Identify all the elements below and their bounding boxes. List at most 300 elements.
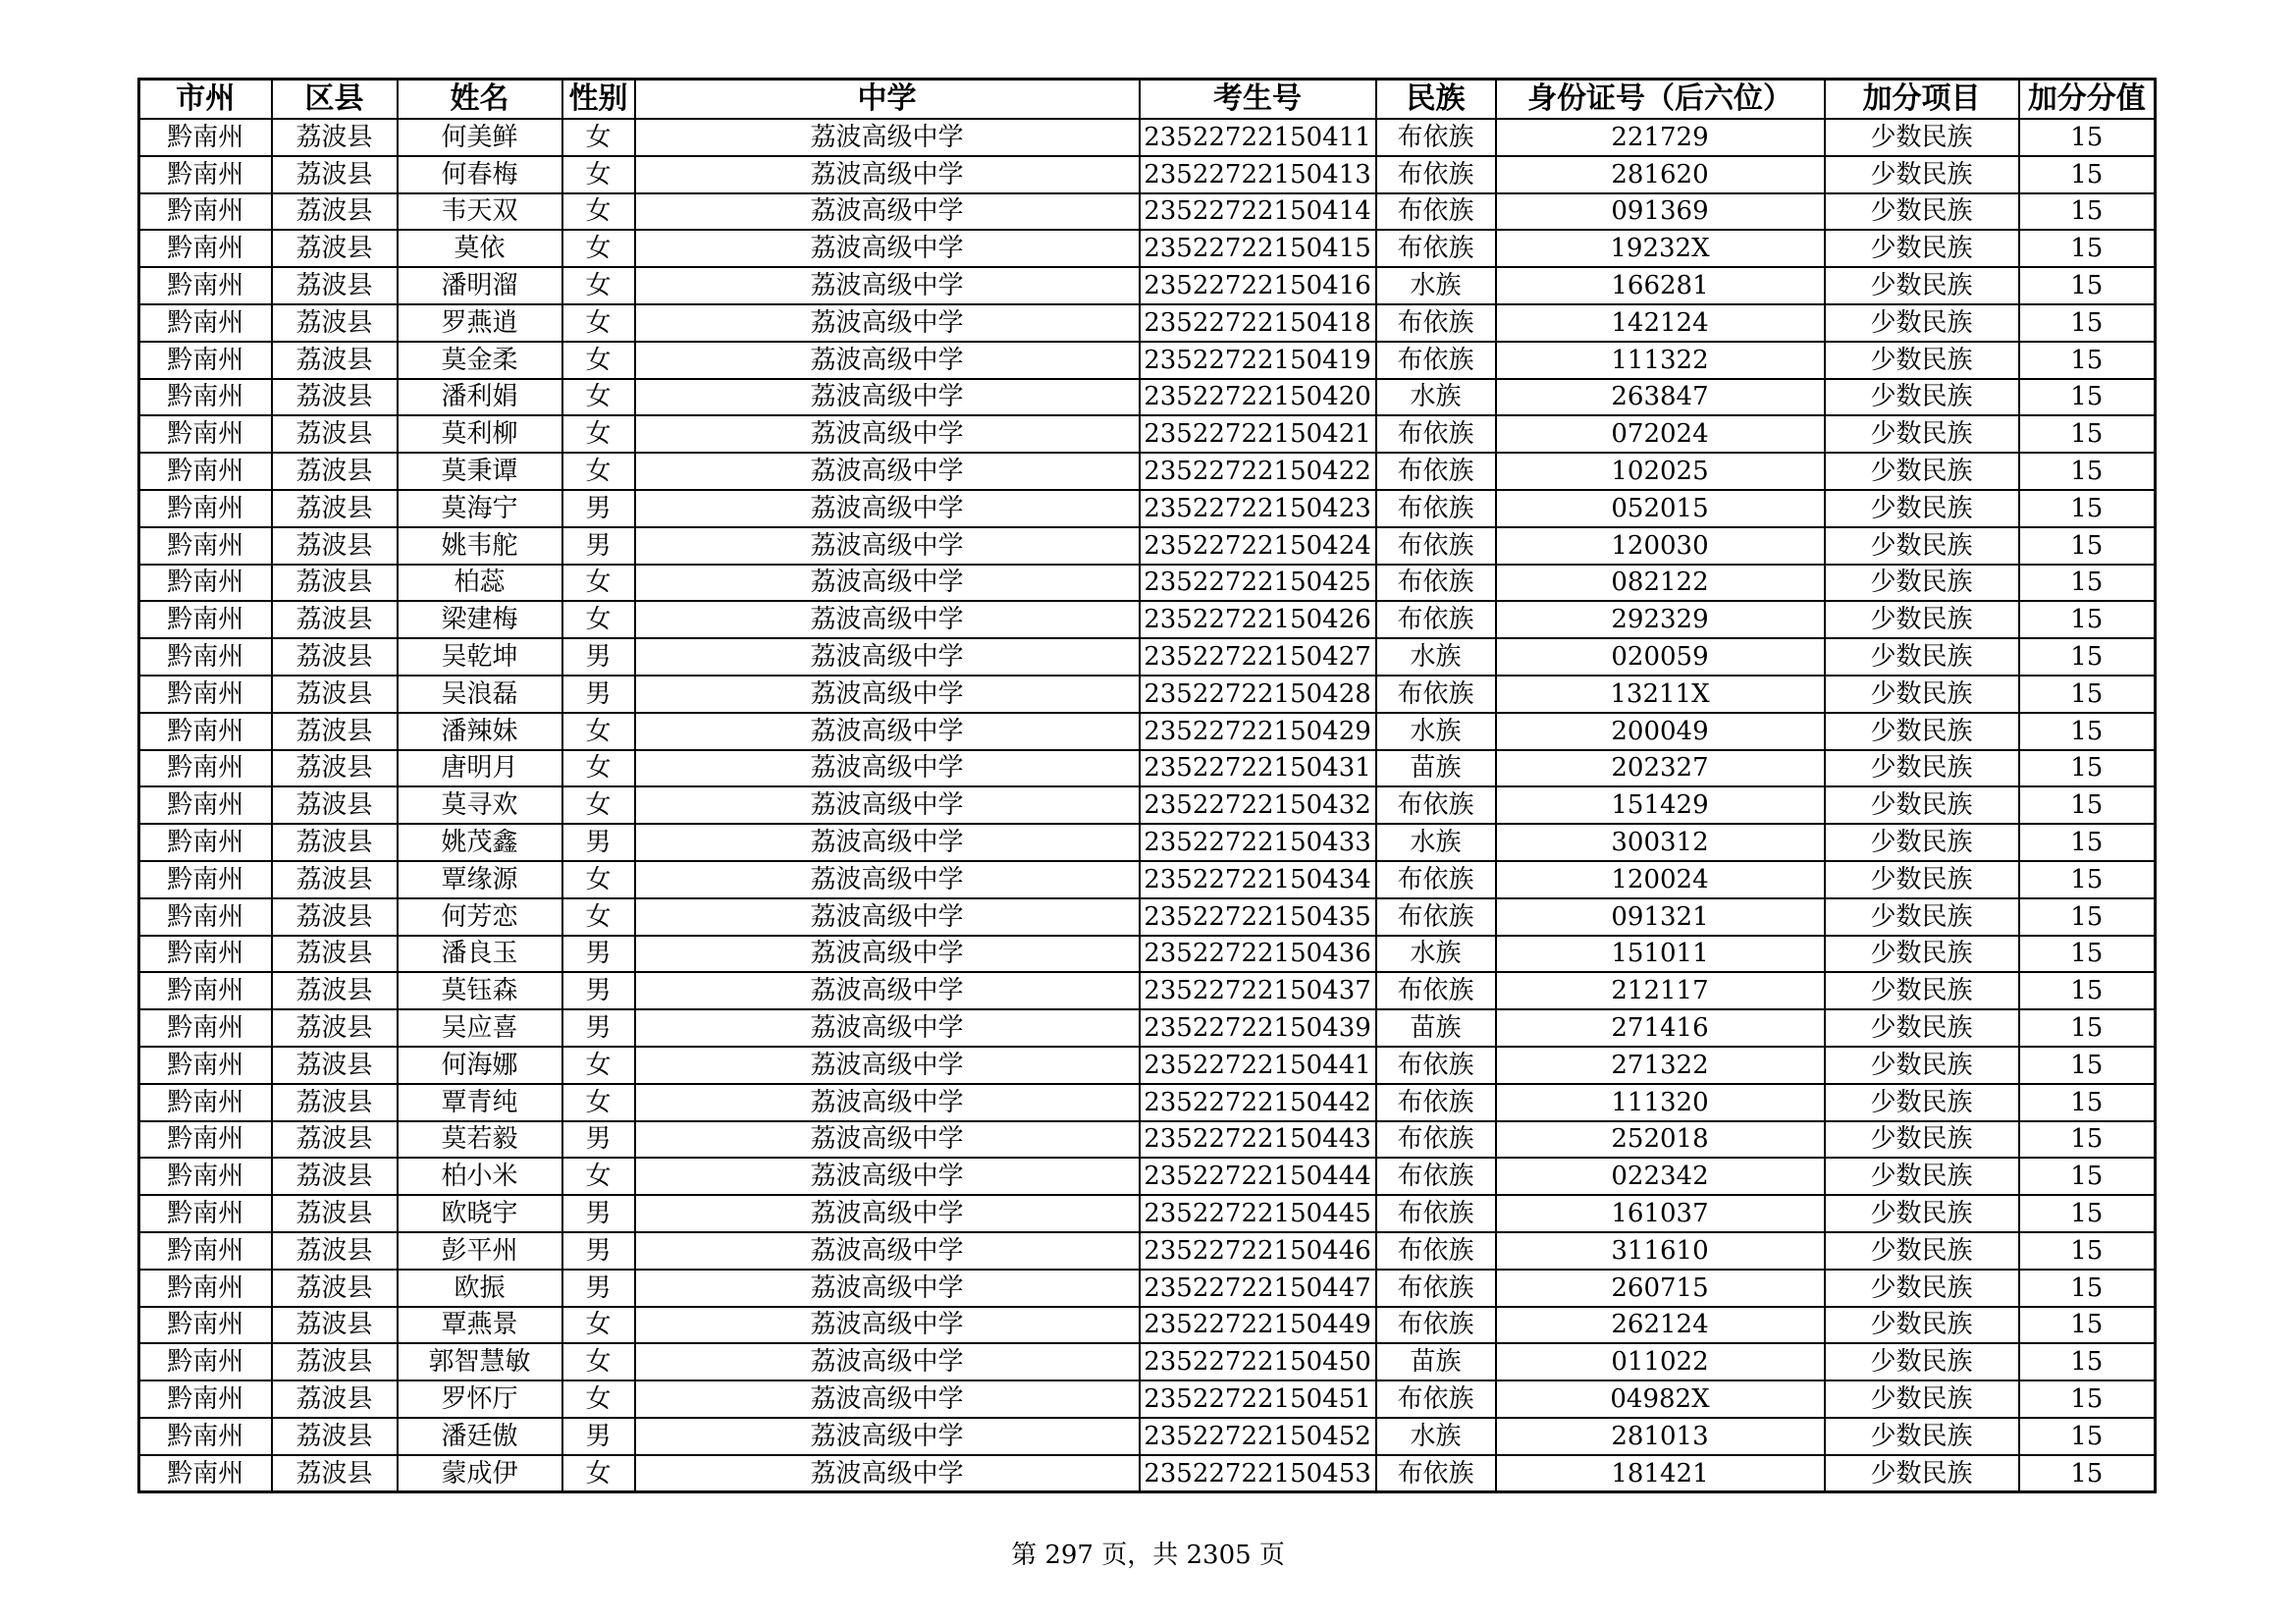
cell-id-last-six: 271322: [1496, 1047, 1825, 1084]
cell-school: 荔波高级中学: [635, 1307, 1140, 1344]
cell-name: 韦天双: [398, 193, 562, 231]
cell-school: 荔波高级中学: [635, 861, 1140, 898]
cell-name: 欧晓宇: [398, 1195, 562, 1232]
cell-bonus-value: 15: [2019, 1270, 2156, 1307]
cell-name: 何芳恋: [398, 898, 562, 936]
cell-county: 荔波县: [272, 267, 398, 304]
cell-bonus-value: 15: [2019, 972, 2156, 1009]
cell-id-last-six: 022342: [1496, 1158, 1825, 1195]
cell-ethnicity: 布依族: [1376, 1307, 1496, 1344]
cell-bonus-value: 15: [2019, 1418, 2156, 1455]
cell-ethnicity: 布依族: [1376, 1158, 1496, 1195]
cell-bonus-value: 15: [2019, 861, 2156, 898]
cell-id-last-six: 281013: [1496, 1418, 1825, 1455]
cell-bonus-item: 少数民族: [1825, 193, 2019, 231]
cell-name: 潘利娟: [398, 379, 562, 416]
cell-school: 荔波高级中学: [635, 786, 1140, 824]
cell-ethnicity: 水族: [1376, 936, 1496, 973]
cell-school: 荔波高级中学: [635, 342, 1140, 379]
cell-bonus-item: 少数民族: [1825, 676, 2019, 713]
cell-gender: 女: [562, 193, 635, 231]
cell-county: 荔波县: [272, 601, 398, 638]
cell-exam-number: 23522722150452: [1140, 1418, 1376, 1455]
cell-school: 荔波高级中学: [635, 1009, 1140, 1047]
cell-gender: 女: [562, 156, 635, 193]
cell-name: 吴乾坤: [398, 638, 562, 676]
cell-ethnicity: 布依族: [1376, 527, 1496, 565]
table-row: [139, 1084, 2156, 1121]
cell-bonus-value: 15: [2019, 415, 2156, 453]
table-row: [139, 1380, 2156, 1418]
cell-bonus-value: 15: [2019, 1195, 2156, 1232]
cell-county: 荔波县: [272, 936, 398, 973]
cell-gender: 女: [562, 453, 635, 490]
cell-gender: 女: [562, 1380, 635, 1418]
cell-ethnicity: 布依族: [1376, 119, 1496, 156]
column-header-bonus-item: 加分项目: [1825, 80, 2019, 120]
cell-school: 荔波高级中学: [635, 1343, 1140, 1380]
cell-id-last-six: 142124: [1496, 304, 1825, 342]
cell-bonus-item: 少数民族: [1825, 490, 2019, 527]
cell-bonus-value: 15: [2019, 786, 2156, 824]
column-header-school: 中学: [635, 80, 1140, 120]
cell-bonus-value: 15: [2019, 1380, 2156, 1418]
cell-bonus-value: 15: [2019, 936, 2156, 973]
table-row: [139, 230, 2156, 267]
cell-ethnicity: 苗族: [1376, 1009, 1496, 1047]
table-row: [139, 601, 2156, 638]
cell-school: 荔波高级中学: [635, 750, 1140, 787]
cell-bonus-item: 少数民族: [1825, 898, 2019, 936]
page-number-footer: 第 297 页，共 2305 页: [1011, 1541, 1285, 1570]
column-header-id-last-six: 身份证号（后六位）: [1496, 80, 1825, 120]
cell-name: 何美鲜: [398, 119, 562, 156]
cell-name: 莫海宁: [398, 490, 562, 527]
cell-gender: 女: [562, 415, 635, 453]
cell-gender: 男: [562, 1418, 635, 1455]
cell-ethnicity: 布依族: [1376, 453, 1496, 490]
cell-exam-number: 23522722150420: [1140, 379, 1376, 416]
cell-city: 黔南州: [139, 1307, 272, 1344]
cell-school: 荔波高级中学: [635, 1380, 1140, 1418]
cell-exam-number: 23522722150451: [1140, 1380, 1376, 1418]
cell-school: 荔波高级中学: [635, 676, 1140, 713]
cell-name: 莫依: [398, 230, 562, 267]
table-row: [139, 267, 2156, 304]
cell-bonus-value: 15: [2019, 565, 2156, 602]
cell-gender: 女: [562, 342, 635, 379]
cell-exam-number: 23522722150415: [1140, 230, 1376, 267]
cell-exam-number: 23522722150422: [1140, 453, 1376, 490]
cell-name: 罗燕逍: [398, 304, 562, 342]
cell-exam-number: 23522722150447: [1140, 1270, 1376, 1307]
cell-ethnicity: 水族: [1376, 267, 1496, 304]
cell-id-last-six: 19232X: [1496, 230, 1825, 267]
cell-bonus-value: 15: [2019, 638, 2156, 676]
cell-bonus-value: 15: [2019, 824, 2156, 861]
column-header-gender: 性别: [562, 80, 635, 120]
cell-gender: 女: [562, 1084, 635, 1121]
cell-county: 荔波县: [272, 1158, 398, 1195]
cell-county: 荔波县: [272, 1232, 398, 1270]
cell-name: 罗怀厅: [398, 1380, 562, 1418]
cell-school: 荔波高级中学: [635, 1121, 1140, 1159]
cell-city: 黔南州: [139, 565, 272, 602]
cell-name: 潘辣妹: [398, 713, 562, 750]
cell-id-last-six: 161037: [1496, 1195, 1825, 1232]
cell-id-last-six: 151011: [1496, 936, 1825, 973]
cell-name: 何春梅: [398, 156, 562, 193]
cell-id-last-six: 091369: [1496, 193, 1825, 231]
cell-city: 黔南州: [139, 230, 272, 267]
cell-school: 荔波高级中学: [635, 601, 1140, 638]
cell-id-last-six: 091321: [1496, 898, 1825, 936]
cell-ethnicity: 布依族: [1376, 490, 1496, 527]
cell-name: 梁建梅: [398, 601, 562, 638]
cell-ethnicity: 水族: [1376, 713, 1496, 750]
cell-ethnicity: 布依族: [1376, 898, 1496, 936]
cell-gender: 女: [562, 1158, 635, 1195]
cell-id-last-six: 262124: [1496, 1307, 1825, 1344]
table-row: [139, 898, 2156, 936]
cell-bonus-item: 少数民族: [1825, 453, 2019, 490]
table-row: [139, 1195, 2156, 1232]
cell-gender: 女: [562, 750, 635, 787]
cell-ethnicity: 水族: [1376, 824, 1496, 861]
cell-city: 黔南州: [139, 750, 272, 787]
table-row: [139, 1158, 2156, 1195]
cell-school: 荔波高级中学: [635, 267, 1140, 304]
cell-city: 黔南州: [139, 342, 272, 379]
cell-bonus-item: 少数民族: [1825, 379, 2019, 416]
cell-gender: 男: [562, 638, 635, 676]
cell-ethnicity: 布依族: [1376, 304, 1496, 342]
cell-county: 荔波县: [272, 1455, 398, 1492]
column-header-ethnicity: 民族: [1376, 80, 1496, 120]
cell-bonus-value: 15: [2019, 676, 2156, 713]
cell-county: 荔波县: [272, 379, 398, 416]
cell-bonus-value: 15: [2019, 1121, 2156, 1159]
cell-school: 荔波高级中学: [635, 898, 1140, 936]
cell-id-last-six: 300312: [1496, 824, 1825, 861]
cell-bonus-item: 少数民族: [1825, 861, 2019, 898]
cell-name: 莫钰森: [398, 972, 562, 1009]
column-header-bonus-value: 加分分值: [2019, 80, 2156, 120]
cell-bonus-item: 少数民族: [1825, 1232, 2019, 1270]
cell-bonus-value: 15: [2019, 601, 2156, 638]
cell-name: 潘良玉: [398, 936, 562, 973]
cell-gender: 女: [562, 601, 635, 638]
cell-ethnicity: 布依族: [1376, 1455, 1496, 1492]
bonus-points-table-container: [137, 78, 2154, 1493]
table-row: [139, 565, 2156, 602]
cell-exam-number: 23522722150414: [1140, 193, 1376, 231]
cell-gender: 男: [562, 527, 635, 565]
cell-bonus-value: 15: [2019, 527, 2156, 565]
cell-county: 荔波县: [272, 676, 398, 713]
cell-exam-number: 23522722150444: [1140, 1158, 1376, 1195]
cell-name: 何海娜: [398, 1047, 562, 1084]
cell-county: 荔波县: [272, 490, 398, 527]
cell-bonus-value: 15: [2019, 453, 2156, 490]
cell-id-last-six: 072024: [1496, 415, 1825, 453]
cell-name: 潘廷傲: [398, 1418, 562, 1455]
cell-id-last-six: 052015: [1496, 490, 1825, 527]
cell-exam-number: 23522722150442: [1140, 1084, 1376, 1121]
cell-exam-number: 23522722150411: [1140, 119, 1376, 156]
cell-county: 荔波县: [272, 1307, 398, 1344]
cell-gender: 男: [562, 972, 635, 1009]
cell-exam-number: 23522722150418: [1140, 304, 1376, 342]
table-row: [139, 304, 2156, 342]
cell-school: 荔波高级中学: [635, 415, 1140, 453]
cell-gender: 女: [562, 267, 635, 304]
cell-id-last-six: 221729: [1496, 119, 1825, 156]
cell-bonus-value: 15: [2019, 1009, 2156, 1047]
cell-city: 黔南州: [139, 676, 272, 713]
cell-school: 荔波高级中学: [635, 490, 1140, 527]
table-row: [139, 1307, 2156, 1344]
cell-school: 荔波高级中学: [635, 1418, 1140, 1455]
table-row: [139, 379, 2156, 416]
cell-exam-number: 23522722150443: [1140, 1121, 1376, 1159]
cell-id-last-six: 011022: [1496, 1343, 1825, 1380]
cell-bonus-value: 15: [2019, 490, 2156, 527]
cell-county: 荔波县: [272, 565, 398, 602]
cell-name: 覃青纯: [398, 1084, 562, 1121]
cell-ethnicity: 布依族: [1376, 1380, 1496, 1418]
cell-gender: 女: [562, 1307, 635, 1344]
cell-city: 黔南州: [139, 527, 272, 565]
cell-school: 荔波高级中学: [635, 1158, 1140, 1195]
cell-bonus-value: 15: [2019, 193, 2156, 231]
cell-school: 荔波高级中学: [635, 565, 1140, 602]
cell-ethnicity: 苗族: [1376, 750, 1496, 787]
cell-gender: 男: [562, 936, 635, 973]
cell-county: 荔波县: [272, 119, 398, 156]
cell-exam-number: 23522722150446: [1140, 1232, 1376, 1270]
cell-city: 黔南州: [139, 1009, 272, 1047]
cell-city: 黔南州: [139, 415, 272, 453]
cell-county: 荔波县: [272, 898, 398, 936]
cell-city: 黔南州: [139, 1047, 272, 1084]
cell-ethnicity: 布依族: [1376, 1232, 1496, 1270]
bonus-points-table: [137, 78, 2157, 1493]
cell-bonus-item: 少数民族: [1825, 1455, 2019, 1492]
cell-bonus-item: 少数民族: [1825, 415, 2019, 453]
cell-gender: 女: [562, 713, 635, 750]
cell-id-last-six: 212117: [1496, 972, 1825, 1009]
cell-city: 黔南州: [139, 1195, 272, 1232]
table-row: [139, 119, 2156, 156]
cell-school: 荔波高级中学: [635, 453, 1140, 490]
cell-exam-number: 23522722150439: [1140, 1009, 1376, 1047]
cell-bonus-item: 少数民族: [1825, 936, 2019, 973]
table-row: [139, 1009, 2156, 1047]
cell-bonus-value: 15: [2019, 750, 2156, 787]
cell-gender: 女: [562, 230, 635, 267]
table-row: [139, 713, 2156, 750]
cell-county: 荔波县: [272, 156, 398, 193]
cell-bonus-item: 少数民族: [1825, 824, 2019, 861]
cell-school: 荔波高级中学: [635, 1270, 1140, 1307]
cell-bonus-item: 少数民族: [1825, 750, 2019, 787]
cell-county: 荔波县: [272, 304, 398, 342]
cell-city: 黔南州: [139, 490, 272, 527]
header-row: [139, 80, 2156, 120]
cell-bonus-item: 少数民族: [1825, 230, 2019, 267]
cell-school: 荔波高级中学: [635, 379, 1140, 416]
table-row: [139, 972, 2156, 1009]
cell-ethnicity: 布依族: [1376, 1270, 1496, 1307]
cell-bonus-value: 15: [2019, 1084, 2156, 1121]
cell-gender: 男: [562, 1232, 635, 1270]
cell-id-last-six: 271416: [1496, 1009, 1825, 1047]
table-row: [139, 861, 2156, 898]
cell-gender: 男: [562, 1009, 635, 1047]
cell-name: 覃燕景: [398, 1307, 562, 1344]
cell-city: 黔南州: [139, 1455, 272, 1492]
table-row: [139, 676, 2156, 713]
cell-city: 黔南州: [139, 1343, 272, 1380]
cell-gender: 女: [562, 304, 635, 342]
cell-city: 黔南州: [139, 379, 272, 416]
cell-ethnicity: 布依族: [1376, 1195, 1496, 1232]
cell-city: 黔南州: [139, 861, 272, 898]
cell-id-last-six: 292329: [1496, 601, 1825, 638]
cell-id-last-six: 202327: [1496, 750, 1825, 787]
cell-bonus-item: 少数民族: [1825, 1418, 2019, 1455]
cell-school: 荔波高级中学: [635, 1232, 1140, 1270]
cell-bonus-item: 少数民族: [1825, 1047, 2019, 1084]
table-row: [139, 1121, 2156, 1159]
cell-id-last-six: 166281: [1496, 267, 1825, 304]
cell-county: 荔波县: [272, 1009, 398, 1047]
table-row: [139, 1343, 2156, 1380]
cell-county: 荔波县: [272, 230, 398, 267]
cell-bonus-value: 15: [2019, 304, 2156, 342]
cell-exam-number: 23522722150433: [1140, 824, 1376, 861]
cell-bonus-item: 少数民族: [1825, 1195, 2019, 1232]
cell-city: 黔南州: [139, 713, 272, 750]
column-header-exam-number: 考生号: [1140, 80, 1376, 120]
cell-county: 荔波县: [272, 750, 398, 787]
column-header-city: 市州: [139, 80, 272, 120]
cell-county: 荔波县: [272, 972, 398, 1009]
cell-county: 荔波县: [272, 527, 398, 565]
cell-county: 荔波县: [272, 1195, 398, 1232]
cell-gender: 男: [562, 1195, 635, 1232]
cell-exam-number: 23522722150436: [1140, 936, 1376, 973]
table-row: [139, 750, 2156, 787]
cell-school: 荔波高级中学: [635, 824, 1140, 861]
cell-exam-number: 23522722150424: [1140, 527, 1376, 565]
table-row: [139, 1047, 2156, 1084]
cell-exam-number: 23522722150437: [1140, 972, 1376, 1009]
cell-ethnicity: 布依族: [1376, 565, 1496, 602]
cell-bonus-item: 少数民族: [1825, 1158, 2019, 1195]
cell-id-last-six: 082122: [1496, 565, 1825, 602]
cell-exam-number: 23522722150429: [1140, 713, 1376, 750]
cell-county: 荔波县: [272, 1418, 398, 1455]
cell-bonus-value: 15: [2019, 342, 2156, 379]
cell-school: 荔波高级中学: [635, 713, 1140, 750]
cell-bonus-item: 少数民族: [1825, 565, 2019, 602]
cell-exam-number: 23522722150428: [1140, 676, 1376, 713]
cell-name: 覃缘源: [398, 861, 562, 898]
cell-city: 黔南州: [139, 1232, 272, 1270]
cell-county: 荔波县: [272, 786, 398, 824]
cell-ethnicity: 苗族: [1376, 1343, 1496, 1380]
cell-bonus-item: 少数民族: [1825, 1307, 2019, 1344]
table-row: [139, 342, 2156, 379]
cell-name: 姚韦舵: [398, 527, 562, 565]
cell-exam-number: 23522722150416: [1140, 267, 1376, 304]
cell-ethnicity: 布依族: [1376, 676, 1496, 713]
cell-ethnicity: 布依族: [1376, 972, 1496, 1009]
cell-city: 黔南州: [139, 453, 272, 490]
cell-bonus-item: 少数民族: [1825, 156, 2019, 193]
cell-name: 吴浪磊: [398, 676, 562, 713]
cell-county: 荔波县: [272, 453, 398, 490]
cell-school: 荔波高级中学: [635, 972, 1140, 1009]
cell-bonus-value: 15: [2019, 379, 2156, 416]
table-row: [139, 156, 2156, 193]
cell-id-last-six: 151429: [1496, 786, 1825, 824]
cell-city: 黔南州: [139, 156, 272, 193]
cell-school: 荔波高级中学: [635, 1195, 1140, 1232]
column-header-county: 区县: [272, 80, 398, 120]
cell-bonus-item: 少数民族: [1825, 786, 2019, 824]
cell-id-last-six: 311610: [1496, 1232, 1825, 1270]
cell-bonus-item: 少数民族: [1825, 972, 2019, 1009]
cell-gender: 男: [562, 1121, 635, 1159]
cell-bonus-item: 少数民族: [1825, 1343, 2019, 1380]
cell-name: 莫金柔: [398, 342, 562, 379]
cell-county: 荔波县: [272, 713, 398, 750]
cell-gender: 男: [562, 1270, 635, 1307]
cell-city: 黔南州: [139, 1380, 272, 1418]
cell-school: 荔波高级中学: [635, 119, 1140, 156]
cell-county: 荔波县: [272, 1047, 398, 1084]
cell-city: 黔南州: [139, 786, 272, 824]
cell-exam-number: 23522722150427: [1140, 638, 1376, 676]
cell-name: 莫利柳: [398, 415, 562, 453]
cell-bonus-value: 15: [2019, 267, 2156, 304]
cell-county: 荔波县: [272, 193, 398, 231]
table-row: [139, 415, 2156, 453]
cell-gender: 女: [562, 786, 635, 824]
cell-bonus-item: 少数民族: [1825, 342, 2019, 379]
cell-school: 荔波高级中学: [635, 1047, 1140, 1084]
cell-gender: 女: [562, 119, 635, 156]
cell-county: 荔波县: [272, 638, 398, 676]
cell-bonus-item: 少数民族: [1825, 601, 2019, 638]
cell-ethnicity: 布依族: [1376, 156, 1496, 193]
cell-exam-number: 23522722150413: [1140, 156, 1376, 193]
table-row: [139, 453, 2156, 490]
cell-school: 荔波高级中学: [635, 230, 1140, 267]
cell-city: 黔南州: [139, 638, 272, 676]
cell-id-last-six: 111320: [1496, 1084, 1825, 1121]
cell-exam-number: 23522722150449: [1140, 1307, 1376, 1344]
cell-city: 黔南州: [139, 972, 272, 1009]
cell-ethnicity: 布依族: [1376, 861, 1496, 898]
cell-city: 黔南州: [139, 1158, 272, 1195]
table-body: [139, 119, 2156, 1492]
cell-bonus-item: 少数民族: [1825, 119, 2019, 156]
cell-exam-number: 23522722150431: [1140, 750, 1376, 787]
